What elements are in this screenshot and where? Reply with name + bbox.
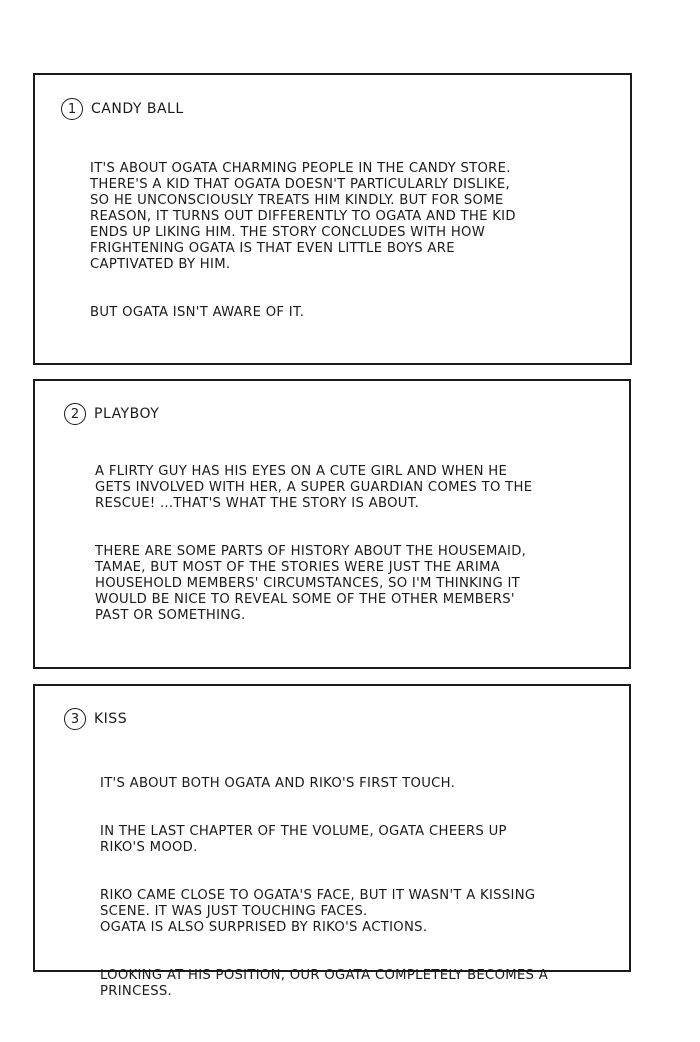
paragraph: LOOKING AT HIS POSITION, OUR OGATA COMPLETELY BECOMES A PRINCESS. [100,968,549,999]
paragraph: IT'S ABOUT OGATA CHARMING PEOPLE IN THE CANDY STORE. THERE'S A KID THAT OGATA DOESN'T PARTICULARLY DISLIKE, SO HE UNCONSCIOUSLY TREATS HIM KINDLY. BUT FOR SOME REASON, IT TURNS OUT DIFFERENTLY TO OGATA AND THE KID ENDS UP LIKING HIM. THE STORY CONCLUDES WITH HOW FRIGHTENING OGATA IS THAT EVEN LITTLE BOYS ARE CAPTIVATED BY HIM. [90,161,516,272]
paragraph: RIKO CAME CLOSE TO OGATA'S FACE, BUT IT WASN'T A KISSING SCENE. IT WAS JUST TOUCHING FACES. OGATA IS ALSO SURPRISED BY RIKO'S ACTIONS. [100,888,536,935]
paragraph: BUT OGATA ISN'T AWARE OF IT. [90,305,305,320]
panel-title: CANDY BALL [91,101,184,117]
number-badge: 1 [61,98,83,120]
number-badge: 3 [64,708,86,730]
panel-body [100,760,620,1016]
panel-heading [64,708,127,730]
panel-body [90,145,610,337]
paragraph: THERE ARE SOME PARTS OF HISTORY ABOUT THE HOUSEMAID, TAMAE, BUT MOST OF THE STORIES WERE JUST THE ARIMA HOUSEHOLD MEMBERS' CIRCUMSTANCES, SO I'M THINKING IT WOULD BE NICE TO REVEAL SOME OF THE OTHER MEMBERS' PAST OR SOMETHING. [95,544,527,623]
paragraph: IN THE LAST CHAPTER OF THE VOLUME, OGATA CHEERS UP RIKO'S MOOD. [100,824,507,855]
panel-body [95,448,615,640]
panel-title: PLAYBOY [94,406,160,422]
paragraph: A FLIRTY GUY HAS HIS EYES ON A CUTE GIRL AND WHEN HE GETS INVOLVED WITH HER, A SUPER GUARDIAN COMES TO THE RESCUE! ...THAT'S WHAT THE STORY IS ABOUT. [95,464,533,511]
panel-kiss [33,684,631,999]
paragraph: IT'S ABOUT BOTH OGATA AND RIKO'S FIRST TOUCH. [100,776,456,791]
panel-title: KISS [94,711,128,727]
number-badge: 2 [64,403,86,425]
panel-heading [61,98,184,120]
panel-heading [64,403,159,425]
panel-playboy [33,379,631,669]
panel-candy-ball [33,73,632,365]
